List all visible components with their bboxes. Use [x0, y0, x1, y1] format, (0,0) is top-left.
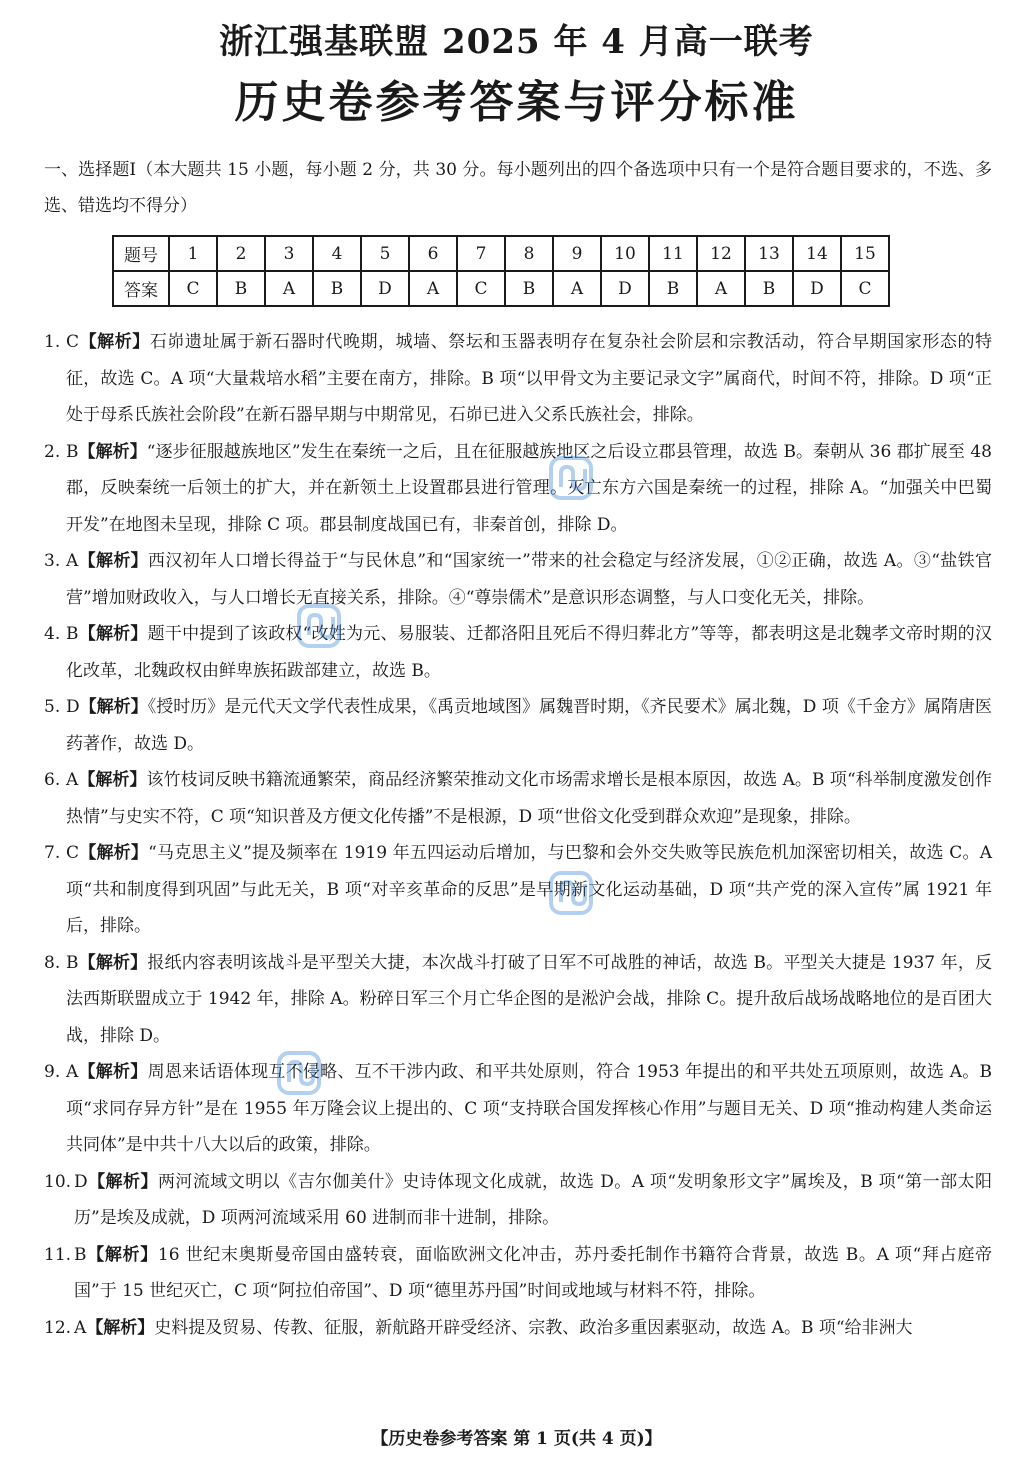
item-number: 5. [44, 697, 61, 717]
answer-table [112, 235, 890, 307]
question-number-cell: 1 [169, 236, 217, 271]
item-number: 11. [44, 1244, 72, 1265]
answer-cell: A [553, 271, 601, 306]
item-text: 西汉初年人口增长得益于“与民休息”和“国家统一”带来的社会稳定与经济发展，①②正确，故选 A。③“盐铁官营”增加财政收入，与人口增长无直接关系，排除。④“尊崇儒术”是意识形态调整，与人口变化无关，排除。 [66, 551, 992, 608]
watermark-logo-icon [296, 603, 342, 649]
explanation-item [44, 835, 992, 945]
question-number-cell: 12 [697, 236, 745, 271]
item-text: 石峁遗址属于新石器时代晚期，城墙、祭坛和玉器表明存在复杂社会阶层和宗教活动，符合早期国家形态的特征，故选 C。A 项“大量栽培水稻”主要在南方，排除。B 项“以甲骨文为主要记录文字”属商代，时间不符，排除。D 项“正处于母系氏族社会阶段”在新石器早期与中期常见，石峁已进入父系氏族社会，排除。 [66, 332, 993, 425]
answer-cell: B [217, 271, 265, 306]
analysis-tag: 【解析】 [78, 770, 147, 790]
item-number: 3. [44, 551, 61, 571]
explanation-list [44, 324, 992, 1346]
item-text: 题干中提到了该政权“改姓为元、易服装、迁都洛阳且死后不得归葬北方”等等，都表明这是北魏孝文帝时期的汉化改革，北魏政权由鲜卑族拓跋部建立，故选 B。 [66, 624, 992, 681]
question-number-cell: 6 [409, 236, 457, 271]
question-number-cell: 2 [217, 236, 265, 271]
answer-table-number-row [113, 236, 889, 271]
item-text: 16 世纪末奥斯曼帝国由盛转衰，面临欧洲文化冲击，苏丹委托制作书籍符合背景，故选 B。A 项“拜占庭帝国”于 15 世纪灭亡，C 项“阿拉伯帝国”、D 项“德里苏丹国”时间或地域与材料不符，排除。 [74, 1244, 992, 1301]
answer-cell: B [649, 271, 697, 306]
item-answer: A [66, 1062, 79, 1082]
item-number: 4. [44, 624, 61, 644]
explanation-item [44, 689, 992, 762]
item-answer: B [66, 624, 79, 644]
item-text: “逐步征服越族地区”发生在秦统一之后，且在征服越族地区之后设立郡县管理，故选 B。秦朝从 36 郡扩展至 48 郡，反映秦统一后领土的扩大，并在新领土上设置郡县进行管理。灭亡东方六国是秦统一的过程，排除 A。“加强关中巴蜀开发”在地图未呈现，排除 C 项。郡县制度战国已有，非秦首创，排除 D。 [66, 441, 992, 535]
question-number-cell: 13 [745, 236, 793, 271]
answer-cell: D [601, 271, 649, 306]
item-answer: A [66, 551, 79, 571]
analysis-tag: 【解析】 [78, 441, 147, 462]
explanation-item [44, 1237, 992, 1310]
item-number: 1. [44, 332, 61, 352]
answer-cell: C [169, 271, 217, 306]
explanation-item [44, 762, 992, 835]
analysis-tag: 【解析】 [86, 1317, 155, 1338]
explanation-item [44, 1310, 992, 1347]
analysis-tag: 【解析】 [78, 952, 148, 973]
item-text: 该竹枝词反映书籍流通繁荣，商品经济繁荣推动文化市场需求增长是根本原因，故选 A。B 项“科举制度激发创作热情”与史实不符，C 项“知识普及方便文化传播”不是根源，D 项“世俗文化受到群众欢迎”是现象，排除。 [66, 770, 992, 827]
item-answer: A [74, 1317, 87, 1338]
analysis-tag: 【解析】 [87, 1171, 158, 1192]
item-text: 《授时历》是元代天文学代表性成果，《禹贡地域图》属魏晋时期，《齐民要术》属北魏，D 项《千金方》属隋唐医药著作，故选 D。 [66, 697, 992, 754]
explanation-item [44, 616, 992, 689]
answer-cell: A [697, 271, 745, 306]
item-number: 9. [44, 1062, 61, 1082]
question-number-cell: 15 [841, 236, 889, 271]
item-text: 史料提及贸易、传教、征服，新航路开辟受经济、宗教、政治多重因素驱动，故选 A。B 项“给非洲大 [154, 1317, 913, 1338]
question-number-cell: 7 [457, 236, 505, 271]
item-number: 7. [44, 843, 61, 863]
question-number-cell: 8 [505, 236, 553, 271]
question-number-cell: 5 [361, 236, 409, 271]
item-answer: B [74, 1244, 87, 1265]
answer-cell: A [409, 271, 457, 306]
page-footer: 【历史卷参考答案 第 1 页(共 4 页)】 [371, 1429, 662, 1449]
watermark-logo-icon [548, 455, 594, 501]
item-text: 报纸内容表明该战斗是平型关大捷，本次战斗打破了日军不可战胜的神话，故选 B。平型关大捷是 1937 年，反法西斯联盟成立于 1942 年，排除 A。粉碎日军三个月亡华企图的是淞沪会战，排除 C。提升敌后战场战略地位的是百团大战，排除 D。 [66, 952, 993, 1046]
explanation-item [44, 945, 992, 1055]
watermark-logo-icon [276, 1050, 322, 1096]
answer-cell: D [793, 271, 841, 306]
question-number-cell: 11 [649, 236, 697, 271]
explanation-item [44, 1164, 992, 1237]
analysis-tag: 【解析】 [79, 843, 149, 863]
question-number-cell: 9 [553, 236, 601, 271]
analysis-tag: 【解析】 [79, 697, 148, 717]
watermark-logo-icon [548, 870, 594, 916]
analysis-tag: 【解析】 [78, 551, 149, 571]
question-number-cell: 14 [793, 236, 841, 271]
item-answer: B [66, 952, 79, 973]
item-number: 2. [44, 441, 61, 462]
item-number: 8. [44, 952, 61, 973]
analysis-tag: 【解析】 [78, 624, 148, 644]
question-number-cell: 4 [313, 236, 361, 271]
question-number-cell: 10 [601, 236, 649, 271]
analysis-tag: 【解析】 [86, 1244, 158, 1265]
item-number: 12. [44, 1317, 72, 1338]
answer-cell: B [505, 271, 553, 306]
answer-cell: C [457, 271, 505, 306]
analysis-tag: 【解析】 [78, 1062, 148, 1082]
item-answer: C [66, 843, 80, 863]
item-answer: B [66, 441, 79, 462]
answer-cell: B [745, 271, 793, 306]
explanation-item [44, 1054, 992, 1164]
item-text: “马克思主义”提及频率在 1919 年五四运动后增加，与巴黎和会外交失败等民族危机加深密切相关，故选 C。A 项“共和制度得到巩固”与此无关，B 项“对辛亥革命的反思”是早期新文化运动基础，D 项“共产党的深入宣传”属 1921 年后，排除。 [66, 843, 993, 936]
item-number: 10. [44, 1171, 72, 1192]
item-text: 周恩来话语体现互不侵略、互不干涉内政、和平共处原则，符合 1953 年提出的和平共处五项原则，故选 A。B 项“求同存异方针”是在 1955 年万隆会议上提出的、C 项“支持联合国发挥核心作用”与题目无关、D 项“推动构建人类命运共同体”是中共十八大以后的政策，排除。 [66, 1062, 993, 1155]
answer-cell: C [841, 271, 889, 306]
answer-table-answer-row [113, 271, 889, 306]
question-number-cell: 3 [265, 236, 313, 271]
section-instructions: 一、选择题Ⅰ（本大题共 15 小题，每小题 2 分，共 30 分。每小题列出的四个备选项中只有一个是符合题目要求的，不选、多选、错选均不得分） [44, 160, 992, 216]
explanation-item [44, 434, 992, 544]
answer-cell: A [265, 271, 313, 306]
row-label-answer: 答案 [113, 271, 169, 306]
exam-title: 浙江强基联盟 2025 年 4 月高一联考 [219, 22, 814, 62]
item-number: 6. [44, 770, 61, 790]
answer-cell: D [361, 271, 409, 306]
item-text: 两河流域文明以《吉尔伽美什》史诗体现文化成就，故选 D。A 项“发明象形文字”属埃及，B 项“第一部太阳历”是埃及成就，D 项两河流域采用 60 进制而非十进制，排除。 [74, 1171, 993, 1228]
analysis-tag: 【解析】 [79, 332, 150, 352]
item-answer: D [66, 697, 80, 717]
explanation-item [44, 543, 992, 616]
row-label-question-number: 题号 [113, 236, 169, 271]
item-answer: A [66, 770, 79, 790]
answer-key-title: 历史卷参考答案与评分标准 [234, 77, 799, 128]
explanation-item [44, 324, 992, 434]
answer-cell: B [313, 271, 361, 306]
item-answer: D [74, 1171, 88, 1192]
item-answer: C [66, 332, 80, 352]
